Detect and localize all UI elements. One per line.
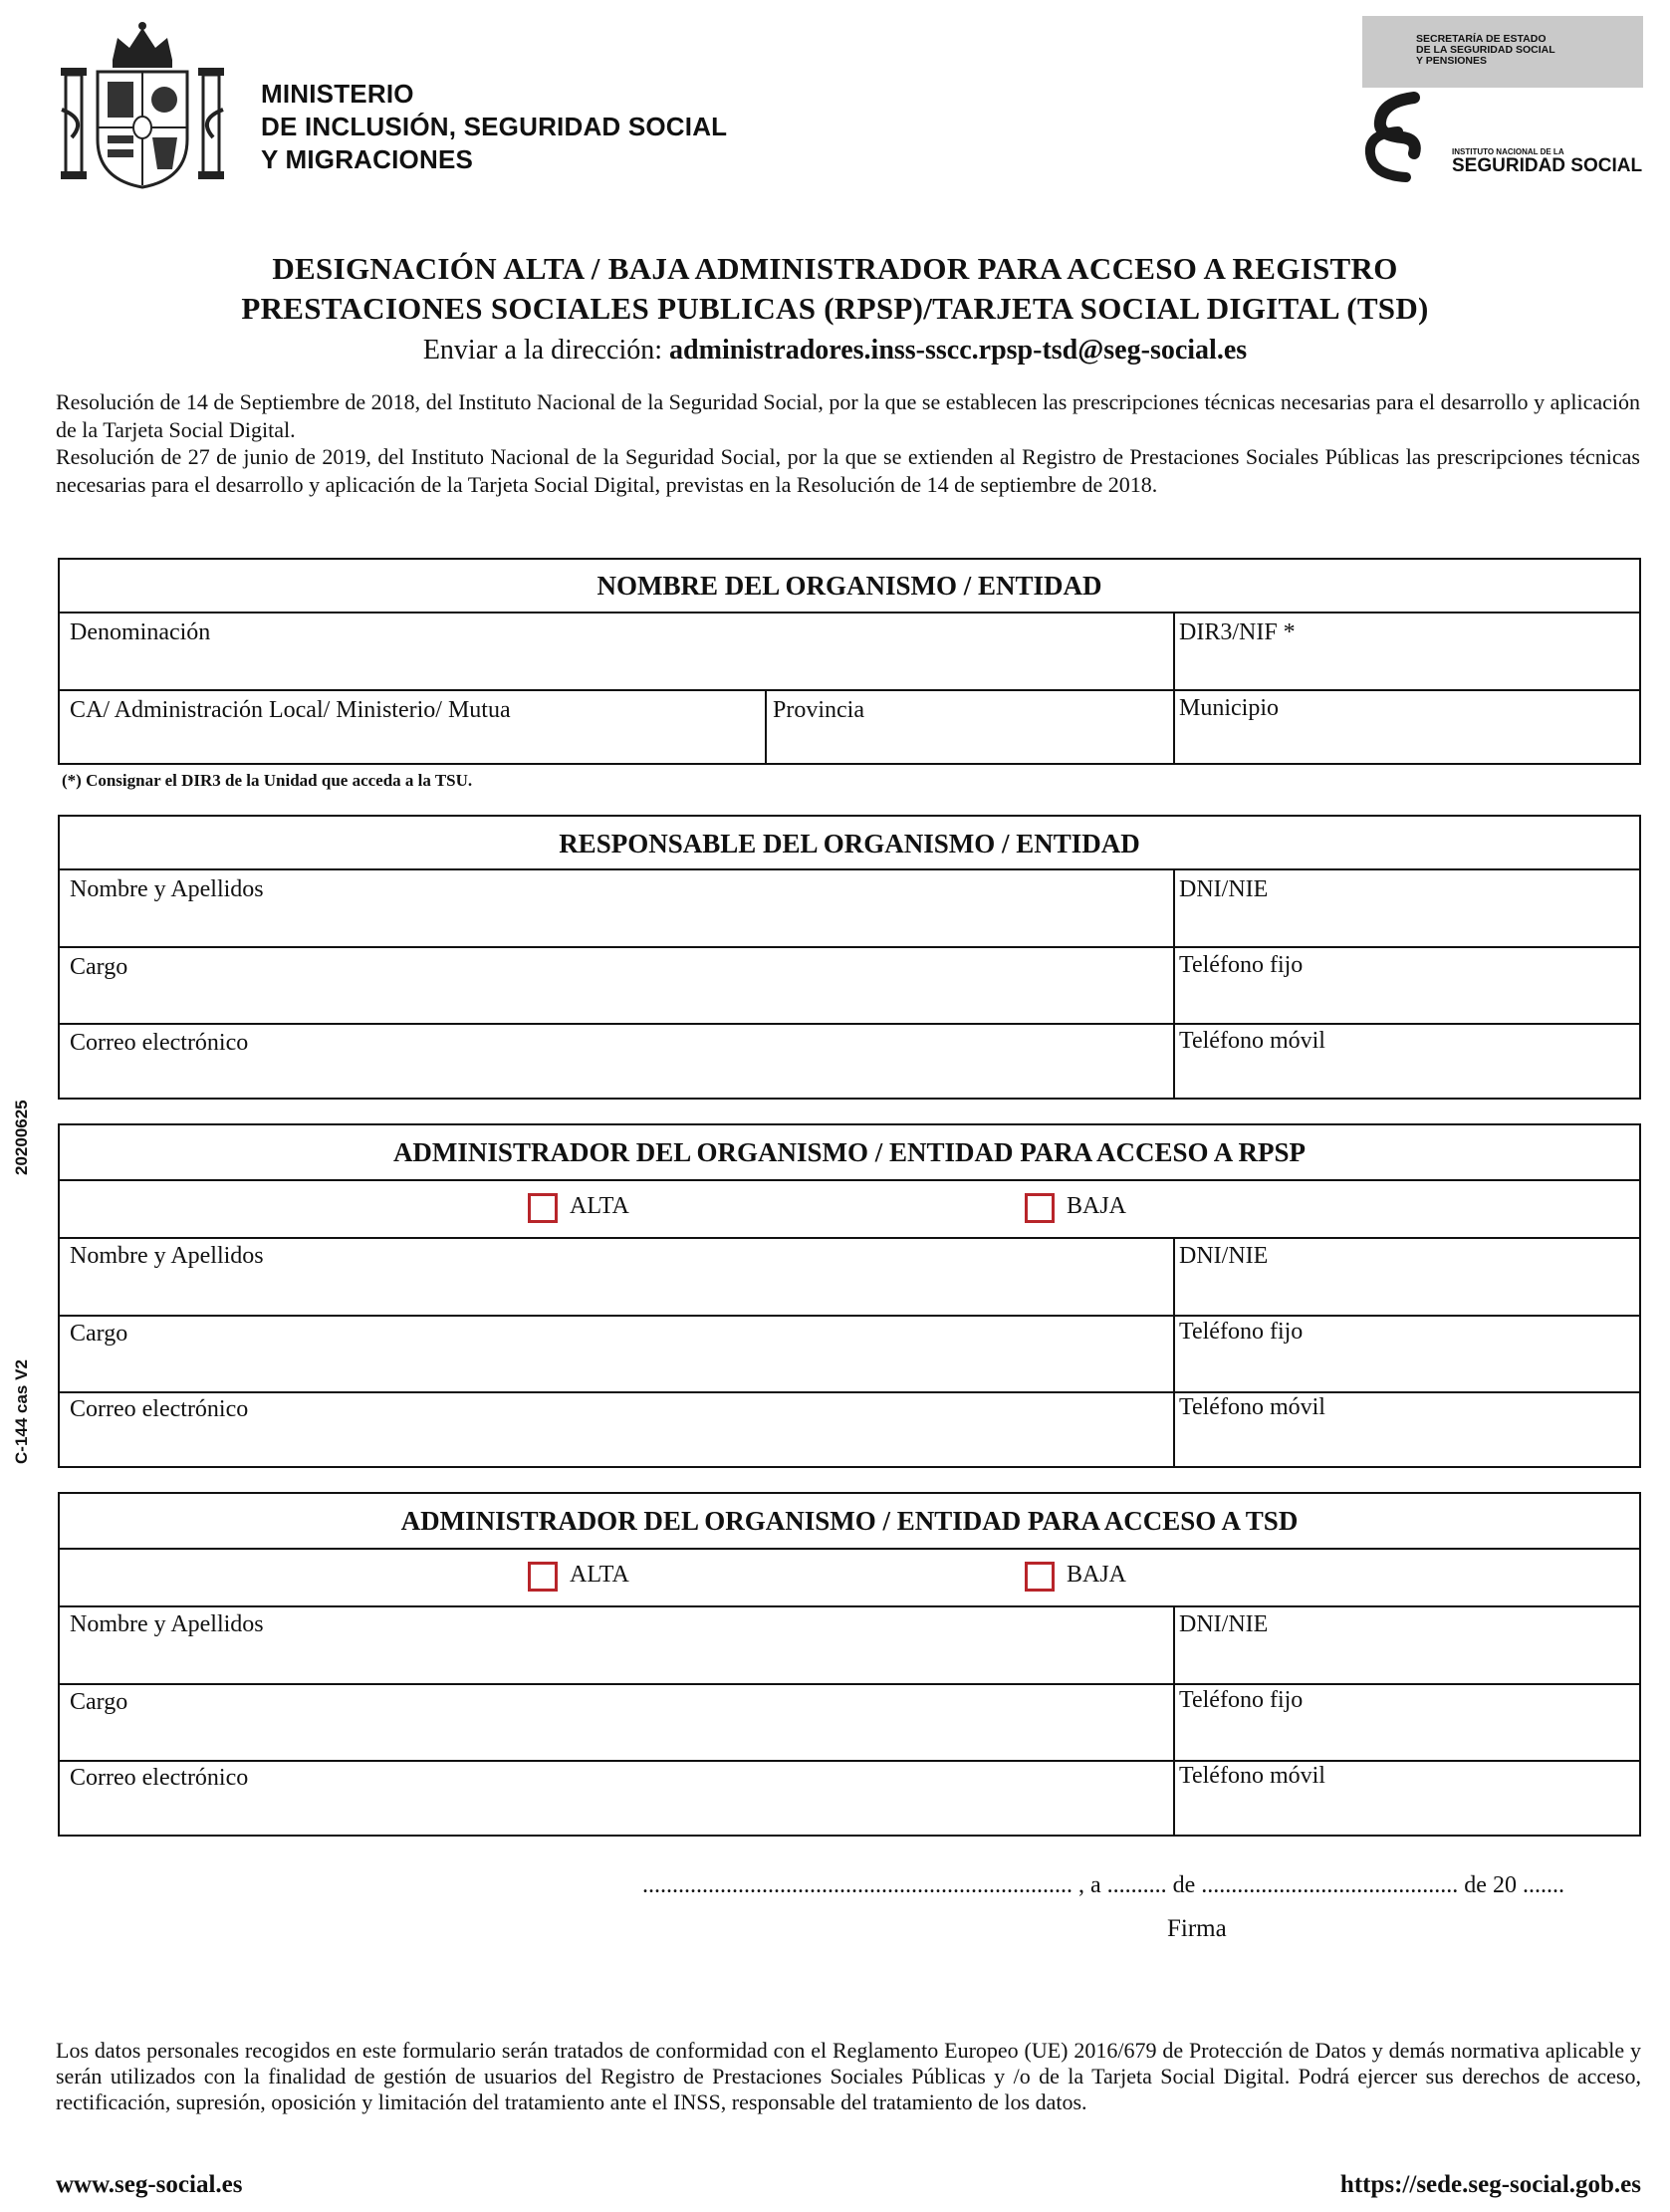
dni-nie-field[interactable]: DNI/NIE [1179,1611,1269,1637]
nombre-apellidos-field[interactable]: Nombre y Apellidos [70,1611,264,1637]
nombre-apellidos-field[interactable]: Nombre y Apellidos [70,1243,264,1269]
telefono-fijo-field[interactable]: Teléfono fijo [1179,1687,1304,1713]
privacy-notice: Los datos personales recogidos en este formulario serán tratados de conformidad con el Reglamento Europeo (UE) 2016/679 de Protección de Datos y demás normativa aplicable y serán utilizados con la finalidad de gestión de usuarios del Registro de Prestaciones Sociales Públicas y /o de la Tarjeta Social Digital. Podrá ejercer sus derechos de acceso, rectificación, supresión, oposición y limitación del tratamiento ante el INSS, responsable del tratamiento de los datos. [56,2038,1641,2114]
baja-checkbox[interactable] [1025,1193,1055,1223]
inss-big-text: SEGURIDAD SOCIAL [1452,155,1643,176]
dni-nie-field[interactable]: DNI/NIE [1179,1243,1269,1269]
section-header: ADMINISTRADOR DEL ORGANISMO / ENTIDAD PARA ACCESO A TSD [400,1506,1299,1536]
form-title-line-2: PRESTACIONES SOCIALES PUBLICAS (RPSP)/TARJETA SOCIAL DIGITAL (TSD) [241,291,1429,326]
dni-nie-field[interactable]: DNI/NIE [1179,876,1269,902]
ministry-line: DE INCLUSIÓN, SEGURIDAD SOCIAL [261,112,728,141]
organismo-section [58,558,1641,765]
seguridad-social-logo-icon [1362,92,1422,183]
section-header: NOMBRE DEL ORGANISMO / ENTIDAD [596,571,1102,601]
correo-electronico-field[interactable]: Correo electrónico [70,1396,249,1422]
seg-social-website-link[interactable]: www.seg-social.es [56,2171,243,2198]
section-header: RESPONSABLE DEL ORGANISMO / ENTIDAD [559,829,1140,859]
telefono-fijo-field[interactable]: Teléfono fijo [1179,1319,1304,1345]
correo-electronico-field[interactable]: Correo electrónico [70,1030,249,1056]
responsable-section [58,815,1641,1100]
alta-checkbox[interactable] [528,1193,558,1223]
legal-paragraph: Resolución de 27 de junio de 2019, del Instituto Nacional de la Seguridad Social, por la que se extienden al Registro de Prestaciones Sociales Públicas las prescripciones técnicas necesarias para el desarrollo y aplicación de la Tarjeta Social Digital, previstas en la Resolución de 14 de septiembre de 2018. [56,444,1640,497]
telefono-fijo-field[interactable]: Teléfono fijo [1179,952,1304,978]
nombre-apellidos-field[interactable]: Nombre y Apellidos [70,876,264,902]
legal-paragraph: Resolución de 14 de Septiembre de 2018, del Instituto Nacional de la Seguridad Social, por la que se establecen las prescripciones técnicas necesarias para el desarrollo y aplicación de la Tarjeta Social Digital. [56,389,1640,442]
cargo-field[interactable]: Cargo [70,1321,128,1347]
telefono-movil-field[interactable]: Teléfono móvil [1179,1763,1325,1789]
side-form-code: C-144 cas V2 [12,1359,31,1464]
dir3-nif-field[interactable]: DIR3/NIF * [1179,619,1296,645]
telefono-movil-field[interactable]: Teléfono móvil [1179,1028,1325,1054]
alta-label: ALTA [570,1193,629,1219]
baja-label: BAJA [1067,1562,1127,1588]
cargo-field[interactable]: Cargo [70,954,128,980]
admin-tsd-section [58,1492,1641,1837]
side-date-code: 20200625 [12,1100,31,1175]
ministry-name [261,78,727,176]
correo-electronico-field[interactable]: Correo electrónico [70,1765,249,1791]
form-title-line-1: DESIGNACIÓN ALTA / BAJA ADMINISTRADOR PARA ACCESO A REGISTRO [272,251,1398,286]
ministry-line: MINISTERIO [261,79,414,109]
baja-label: BAJA [1067,1193,1127,1219]
alta-label: ALTA [570,1562,629,1588]
municipio-field[interactable]: Municipio [1179,695,1279,721]
secretaria-line: SECRETARÍA DE ESTADO [1416,33,1547,45]
secretaria-box [1362,16,1643,88]
ca-administracion-field[interactable]: CA/ Administración Local/ Ministerio/ Mutua [70,697,511,723]
place-date-line[interactable]: ........................................................................ , a .......... de ........................................... de 20 ....... [642,1872,1564,1898]
provincia-field[interactable]: Provincia [773,697,864,723]
firma-label: Firma [1167,1915,1227,1942]
inss-small-text: INSTITUTO NACIONAL DE LA [1452,147,1564,156]
telefono-movil-field[interactable]: Teléfono móvil [1179,1394,1325,1420]
alta-checkbox[interactable] [528,1562,558,1592]
secretaria-line: Y PENSIONES [1416,55,1487,67]
dir3-footnote: (*) Consignar el DIR3 de la Unidad que acceda a la TSU. [62,771,473,790]
send-email-link[interactable]: administradores.inss-sscc.rpsp-tsd@seg-social.es [669,335,1248,366]
coat-of-arms-icon [58,20,227,189]
legal-resolutions [56,388,1640,498]
send-address [0,335,1670,367]
send-label: Enviar a la dirección: [422,335,670,366]
section-header: ADMINISTRADOR DEL ORGANISMO / ENTIDAD PARA ACCESO A RPSP [392,1137,1307,1167]
ministry-line: Y MIGRACIONES [261,144,474,174]
secretaria-line: DE LA SEGURIDAD SOCIAL [1416,44,1555,56]
baja-checkbox[interactable] [1025,1562,1055,1592]
cargo-field[interactable]: Cargo [70,1689,128,1715]
inss-logo-text [1452,147,1642,177]
sede-website-link[interactable]: https://sede.seg-social.gob.es [1339,2171,1641,2198]
denominacion-field[interactable]: Denominación [70,619,211,645]
admin-rpsp-section [58,1123,1641,1468]
